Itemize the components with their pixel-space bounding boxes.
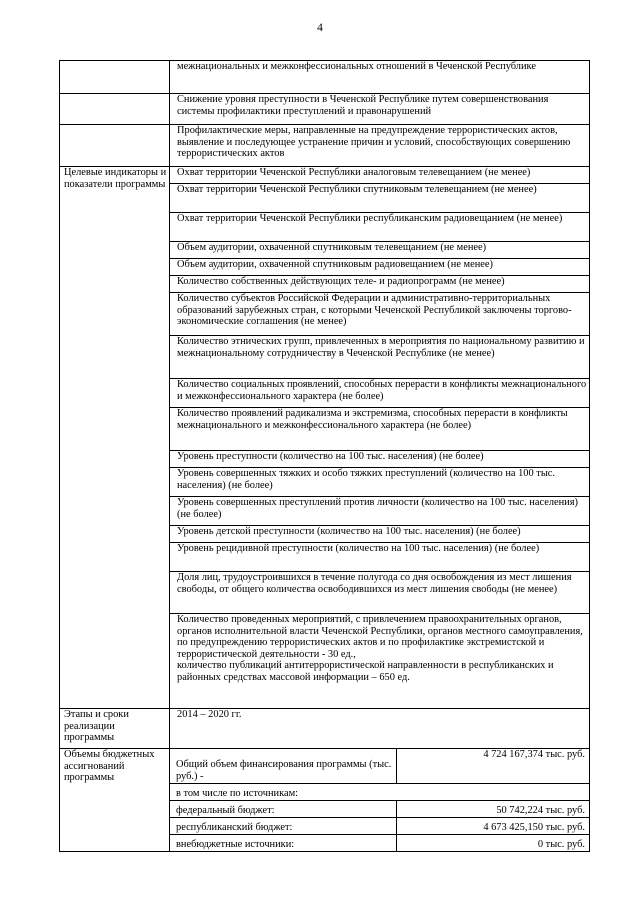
- table-row: [60, 125, 590, 167]
- indicator-item: Охват территории Чеченской Республики республиканским радиовещанием (не менее): [170, 213, 590, 242]
- indicator-item: Количество социальных проявлений, способных перерасти в конфликты межнационального и межконфессионального характера (не более): [170, 379, 590, 408]
- terms-label: Этапы и сроки реализации программы: [60, 709, 170, 749]
- table-row: [60, 749, 590, 852]
- table-cell: Снижение уровня преступности в Чеченской Республике путем совершенствования системы профилактики преступлений и правонарушений: [170, 94, 590, 125]
- table-row: [170, 800, 589, 817]
- funding-source-label: федеральный бюджет:: [170, 800, 397, 817]
- indicator-item: Количество этнических групп, привлеченных в мероприятия по национальному развитию и межнациональному сотрудничеству в Чеченской Республике (не менее): [170, 336, 590, 379]
- empty-label-cell: [60, 125, 170, 167]
- table-cell: Профилактические меры, направленные на предупреждение террористических актов, выявление и последующее устранение причин и условий, способствующих совершению террористических актов: [170, 125, 590, 167]
- funding-total-value: 4 724 167,374 тыс. руб.: [397, 749, 590, 783]
- table-row: [170, 834, 589, 851]
- funding-source-value: 0 тыс. руб.: [397, 834, 590, 851]
- funding-cell: [170, 749, 590, 852]
- table-row: [60, 61, 590, 94]
- table-row: [170, 783, 589, 800]
- indicator-item: [170, 614, 590, 709]
- indicator-item: Объем аудитории, охваченной спутниковым телевещанием (не менее): [170, 242, 590, 259]
- terms-value: 2014 – 2020 гг.: [170, 709, 590, 749]
- indicator-item: Уровень совершенных преступлений против личности (количество на 100 тыс. населения) (не более): [170, 497, 590, 526]
- indicator-item: Количество субъектов Российской Федерации и административно-территориальных образований зарубежных стран, с которыми Чеченской Республикой заключены торгово-экономические соглашения (не менее): [170, 293, 590, 336]
- indicator-item: Количество проявлений радикализма и экстремизма, способных перерасти в конфликты межнационального и межконфессионального характера (не более): [170, 408, 590, 451]
- indicator-item: Уровень рецидивной преступности (количество на 100 тыс. населения) (не более): [170, 543, 590, 572]
- program-passport-table: [59, 60, 590, 852]
- table-row: [170, 749, 589, 783]
- indicator-item: Охват территории Чеченской Республики спутниковым телевещанием (не менее): [170, 184, 590, 213]
- indicator-item: Объем аудитории, охваченной спутниковым радиовещанием (не менее): [170, 259, 590, 276]
- funding-total-label: Общий объем финансирования программы (тыс. руб.) -: [170, 749, 397, 783]
- table-cell: межнациональных и межконфессиональных отношений в Чеченской Республике: [170, 61, 590, 94]
- indicator-item: Уровень преступности (количество на 100 тыс. населения) (не более): [170, 451, 590, 468]
- empty-label-cell: [60, 94, 170, 125]
- funding-source-value: 50 742,224 тыс. руб.: [397, 800, 590, 817]
- indicator-item: Охват территории Чеченской Республики аналоговым телевещанием (не менее): [170, 167, 590, 184]
- indicators-label: [60, 167, 170, 709]
- indicator-line: Количество проведенных мероприятий, с привлечением правоохранительных органов, органов исполнительной власти Чеченской Республики, органов местного самоуправления, по предупреждению террористических актов и по профилактике экстремистской и террористической деятельности - 30 ед.,: [177, 614, 583, 660]
- table-row: [60, 167, 590, 184]
- indicator-item: Количество собственных действующих теле- и радиопрограмм (не менее): [170, 276, 590, 293]
- funding-table: [170, 749, 589, 851]
- indicator-item: Уровень детской преступности (количество на 100 тыс. населения) (не более): [170, 526, 590, 543]
- table-row: [60, 709, 590, 749]
- table-row: [60, 94, 590, 125]
- section-label: Целевые индикаторы и показатели программы: [64, 167, 167, 190]
- funding-sources-label: в том числе по источникам:: [170, 783, 589, 800]
- funding-source-label: республиканский бюджет:: [170, 817, 397, 834]
- indicator-line: количество публикаций антитеррористической направленности в республиканских и районных средствах массовой информации – 650 ед.: [177, 660, 554, 683]
- funding-label: Объемы бюджетных ассигнований программы: [60, 749, 170, 852]
- indicator-item: Уровень совершенных тяжких и особо тяжких преступлений (количество на 100 тыс. населения) (не более): [170, 468, 590, 497]
- page-number: 4: [317, 22, 323, 34]
- empty-label-cell: [60, 61, 170, 94]
- funding-source-label: внебюджетные источники:: [170, 834, 397, 851]
- indicator-item: Доля лиц, трудоустроившихся в течение полугода со дня освобождения из мест лишения свободы, от общего количества освободившихся из мест лишения свободы (не менее): [170, 572, 590, 614]
- table-row: [170, 817, 589, 834]
- funding-source-value: 4 673 425,150 тыс. руб.: [397, 817, 590, 834]
